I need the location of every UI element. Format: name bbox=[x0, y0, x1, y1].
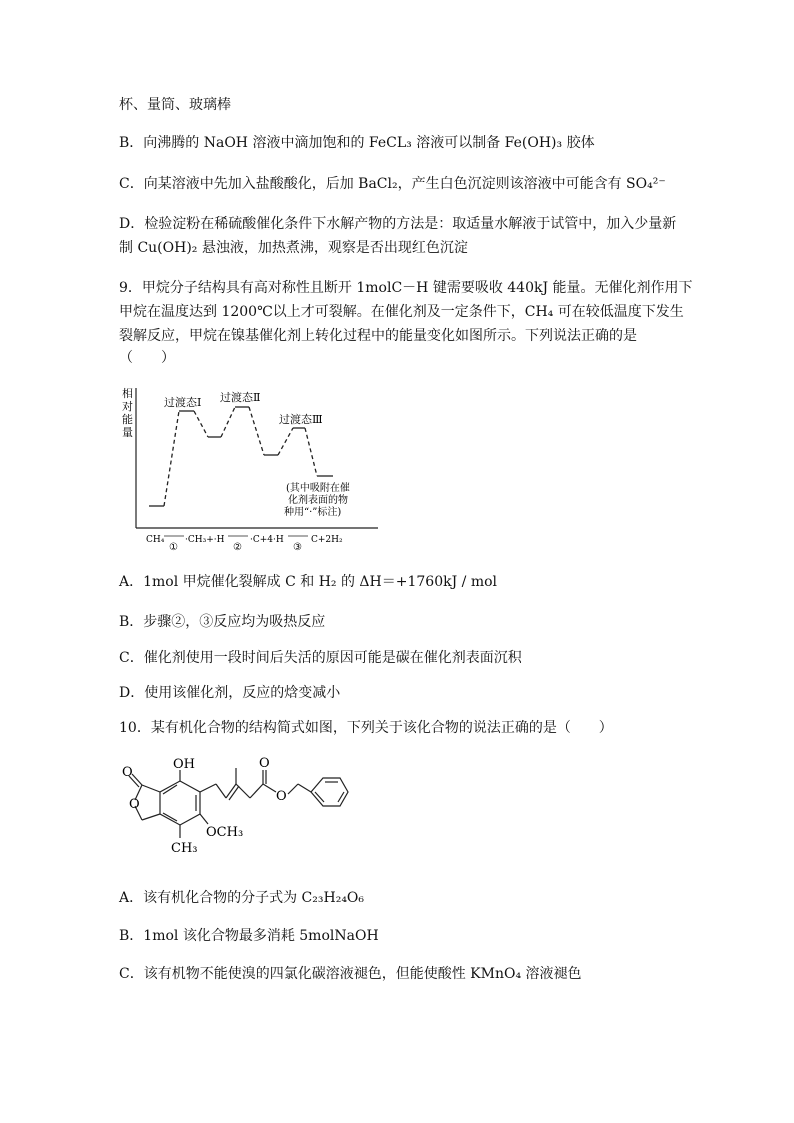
q9-stem-line1: 9．甲烷分子结构具有高对称性且断开 1molC－H 键需要吸收 440kJ 能量。无催化剂作用下 bbox=[119, 280, 693, 296]
q10-option-b: B．1mol 该化合物最多消耗 5molNaOH bbox=[119, 928, 379, 944]
energy-diagram bbox=[116, 384, 386, 554]
q10-stem: 10．某有机化合物的结构简式如图，下列关于该化合物的说法正确的是（ ） bbox=[119, 720, 613, 736]
diagram-ylabel-3: 能 bbox=[122, 413, 133, 426]
q9-stem-line3: 裂解反应，甲烷在镍基催化剂上转化过程中的能量变化如图所示。下列说法正确的是 bbox=[119, 328, 637, 344]
structure-diagram bbox=[118, 754, 358, 864]
diagram-note-2: 化剂表面的物 bbox=[288, 495, 348, 506]
q9-option-a: A．1mol 甲烷催化裂解成 C 和 H₂ 的 ΔH＝+1760kJ / mol bbox=[119, 574, 498, 590]
q10-option-a: A．该有机化合物的分子式为 C₂₃H₂₄O₆ bbox=[119, 890, 365, 906]
q9-stem-line2: 甲烷在温度达到 1200℃以上才可裂解。在催化剂及一定条件下，CH₄ 可在较低温度下发生 bbox=[119, 304, 684, 320]
label-o-carbonyl: O bbox=[122, 765, 133, 780]
label-oh: OH bbox=[173, 757, 195, 772]
q9-option-c: C．催化剂使用一段时间后失活的原因可能是碳在催化剂表面沉积 bbox=[119, 650, 522, 666]
q8-option-d-line2: 制 Cu(OH)₂ 悬浊液，加热煮沸，观察是否出现红色沉淀 bbox=[119, 240, 468, 256]
species-ch4: CH₄ bbox=[146, 535, 165, 545]
q8-option-d-line1: D．检验淀粉在稀硫酸催化条件下水解产物的方法是：取适量水解液于试管中，加入少量新 bbox=[119, 216, 677, 232]
q8-option-b: B．向沸腾的 NaOH 溶液中滴加饱和的 FeCL₃ 溶液可以制备 Fe(OH)₃ 胶体 bbox=[119, 135, 595, 151]
q8-cont: 杯、量筒、玻璃棒 bbox=[119, 97, 231, 113]
diagram-ylabel-4: 量 bbox=[122, 426, 133, 439]
step3-label: ③ bbox=[293, 542, 302, 553]
step2-label: ② bbox=[233, 542, 242, 553]
diagram-note-1: (其中吸附在催 bbox=[286, 483, 350, 494]
label-ch3: CH₃ bbox=[171, 841, 198, 856]
species-c-2h2: C+2H₂ bbox=[311, 535, 343, 545]
label-o-ester-double: O bbox=[259, 756, 270, 771]
label-o-ring: O bbox=[129, 797, 140, 812]
species-ch3-h: ·CH₃+·H bbox=[185, 535, 225, 545]
ts2-label: 过渡态Ⅱ bbox=[220, 391, 261, 404]
diagram-note-3: 种用“·”标注) bbox=[284, 507, 342, 518]
q9-option-d: D．使用该催化剂，反应的焓变减小 bbox=[119, 685, 341, 701]
q10-option-c: C．该有机物不能使溴的四氯化碳溶液褪色，但能使酸性 KMnO₄ 溶液褪色 bbox=[119, 966, 582, 982]
step1-label: ① bbox=[169, 542, 178, 553]
q9-option-b: B．步骤②，③反应均为吸热反应 bbox=[119, 614, 326, 630]
q8-option-c: C．向某溶液中先加入盐酸酸化，后加 BaCl₂，产生白色沉淀则该溶液中可能含有 SO₄²⁻ bbox=[119, 176, 666, 192]
diagram-ylabel-2: 对 bbox=[122, 400, 133, 413]
label-och3: OCH₃ bbox=[206, 825, 244, 840]
q9-stem-line4: （ ） bbox=[119, 350, 175, 366]
ts3-label: 过渡态Ⅲ bbox=[279, 413, 323, 426]
species-c-4h: ·C+4·H bbox=[250, 535, 284, 545]
diagram-ylabel-1: 相 bbox=[122, 387, 133, 400]
ts1-label: 过渡态Ⅰ bbox=[164, 396, 202, 409]
label-o-ester: O bbox=[276, 789, 287, 804]
